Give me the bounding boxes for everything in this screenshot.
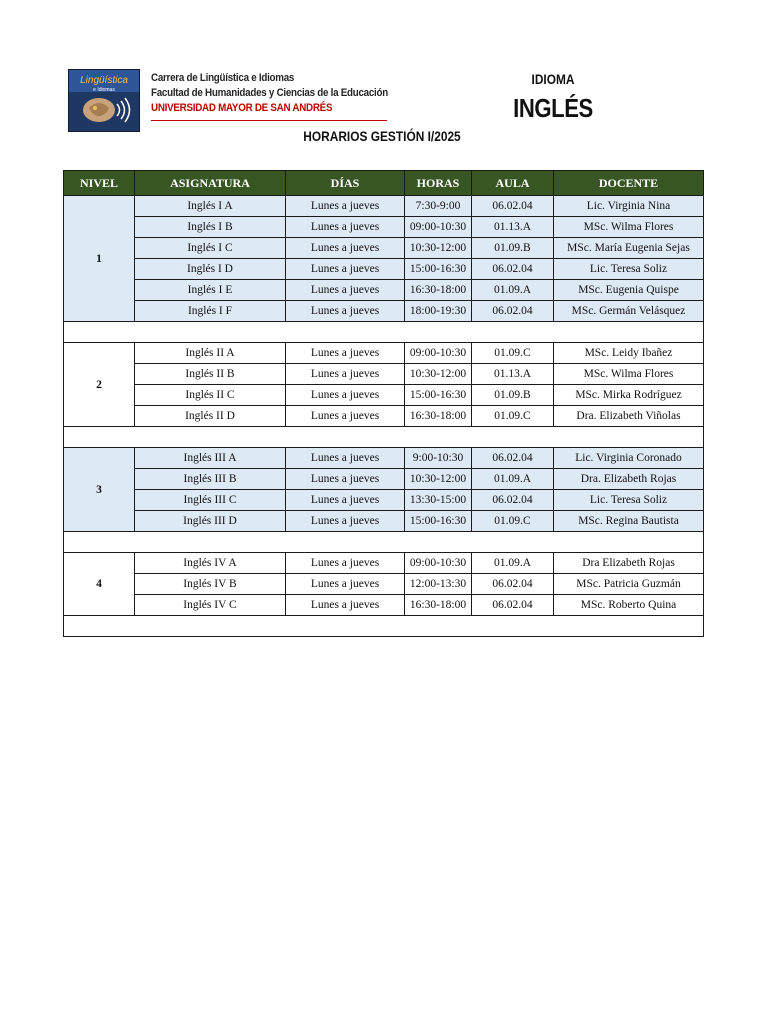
- aula-cell: 06.02.04: [472, 448, 554, 469]
- asignatura-cell: Inglés III D: [135, 511, 286, 532]
- docente-cell: Dra. Elizabeth Rojas: [554, 469, 704, 490]
- nivel-cell: 4: [64, 553, 135, 616]
- nivel-cell: 2: [64, 343, 135, 427]
- table-row: [64, 385, 704, 406]
- dias-cell: Lunes a jueves: [286, 238, 405, 259]
- table-row: [64, 196, 704, 217]
- dias-cell: Lunes a jueves: [286, 364, 405, 385]
- horas-cell: 16:30-18:00: [405, 280, 472, 301]
- horas-cell: 15:00-16:30: [405, 259, 472, 280]
- asignatura-cell: Inglés II A: [135, 343, 286, 364]
- dias-cell: Lunes a jueves: [286, 343, 405, 364]
- dias-cell: Lunes a jueves: [286, 301, 405, 322]
- horas-cell: 09:00-10:30: [405, 553, 472, 574]
- horas-cell: 10:30-12:00: [405, 364, 472, 385]
- docente-cell: MSc. Germán Velásquez: [554, 301, 704, 322]
- asignatura-cell: Inglés I A: [135, 196, 286, 217]
- aula-cell: 06.02.04: [472, 196, 554, 217]
- horas-cell: 13:30-15:00: [405, 490, 472, 511]
- docente-cell: Lic. Virginia Nina: [554, 196, 704, 217]
- table-row: [64, 490, 704, 511]
- docente-cell: MSc. Regina Bautista: [554, 511, 704, 532]
- asignatura-cell: Inglés I F: [135, 301, 286, 322]
- spacer-cell: [64, 427, 704, 448]
- asignatura-cell: Inglés III B: [135, 469, 286, 490]
- table-row: [64, 511, 704, 532]
- column-header-aula: AULA: [472, 171, 554, 196]
- aula-cell: 06.02.04: [472, 301, 554, 322]
- column-header-dias: DÍAS: [286, 171, 405, 196]
- table-row: [64, 553, 704, 574]
- asignatura-cell: Inglés II D: [135, 406, 286, 427]
- svg-text:e Idiomas: e Idiomas: [93, 87, 115, 93]
- aula-cell: 01.09.B: [472, 238, 554, 259]
- dias-cell: Lunes a jueves: [286, 385, 405, 406]
- asignatura-cell: Inglés I E: [135, 280, 286, 301]
- horas-cell: 9:00-10:30: [405, 448, 472, 469]
- spacer-cell: [64, 616, 704, 637]
- docente-cell: MSc. Roberto Quina: [554, 595, 704, 616]
- aula-cell: 01.09.A: [472, 280, 554, 301]
- table-row: [64, 259, 704, 280]
- aula-cell: 01.09.C: [472, 406, 554, 427]
- docente-cell: Lic. Virginia Coronado: [554, 448, 704, 469]
- asignatura-cell: Inglés I B: [135, 217, 286, 238]
- aula-cell: 01.13.A: [472, 364, 554, 385]
- aula-cell: 01.09.A: [472, 553, 554, 574]
- aula-cell: 06.02.04: [472, 490, 554, 511]
- asignatura-cell: Inglés III A: [135, 448, 286, 469]
- spacer-cell: [64, 532, 704, 553]
- spacer-row: [64, 427, 704, 448]
- dias-cell: Lunes a jueves: [286, 196, 405, 217]
- institution-faculty: Facultad de Humanidades y Ciencias de la Educación: [151, 87, 388, 99]
- spacer-cell: [64, 322, 704, 343]
- horas-cell: 09:00-10:30: [405, 343, 472, 364]
- spacer-row: [64, 532, 704, 553]
- institution-career: Carrera de Lingüística e Idiomas: [151, 72, 295, 84]
- docente-cell: Lic. Teresa Soliz: [554, 490, 704, 511]
- table-row: [64, 343, 704, 364]
- dias-cell: Lunes a jueves: [286, 280, 405, 301]
- schedule-table: [63, 170, 704, 637]
- spacer-row: [64, 616, 704, 637]
- docente-cell: MSc. Wilma Flores: [554, 217, 704, 238]
- table-row: [64, 448, 704, 469]
- asignatura-cell: Inglés III C: [135, 490, 286, 511]
- aula-cell: 01.09.C: [472, 343, 554, 364]
- table-row: [64, 238, 704, 259]
- nivel-cell: 3: [64, 448, 135, 532]
- institution-university: UNIVERSIDAD MAYOR DE SAN ANDRÉS: [151, 102, 333, 114]
- table-row: [64, 364, 704, 385]
- table-row: [64, 217, 704, 238]
- horas-cell: 16:30-18:00: [405, 595, 472, 616]
- dias-cell: Lunes a jueves: [286, 469, 405, 490]
- language-label: IDIOMA: [531, 71, 575, 87]
- table-row: [64, 595, 704, 616]
- horas-cell: 12:00-13:30: [405, 574, 472, 595]
- asignatura-cell: Inglés IV A: [135, 553, 286, 574]
- asignatura-cell: Inglés I C: [135, 238, 286, 259]
- horas-cell: 16:30-18:00: [405, 406, 472, 427]
- dias-cell: Lunes a jueves: [286, 595, 405, 616]
- schedule-title: HORARIOS GESTIÓN I/2025: [303, 128, 461, 144]
- horas-cell: 09:00-10:30: [405, 217, 472, 238]
- spacer-row: [64, 322, 704, 343]
- aula-cell: 06.02.04: [472, 259, 554, 280]
- asignatura-cell: Inglés IV B: [135, 574, 286, 595]
- horas-cell: 10:30-12:00: [405, 238, 472, 259]
- docente-cell: Dra Elizabeth Rojas: [554, 553, 704, 574]
- table-row: [64, 280, 704, 301]
- asignatura-cell: Inglés I D: [135, 259, 286, 280]
- dias-cell: Lunes a jueves: [286, 406, 405, 427]
- table-row: [64, 301, 704, 322]
- column-header-horas: HORAS: [405, 171, 472, 196]
- docente-cell: MSc. Leidy Ibañez: [554, 343, 704, 364]
- language-name: INGLÉS: [513, 93, 593, 123]
- column-header-asignatura: ASIGNATURA: [135, 171, 286, 196]
- docente-cell: MSc. Patricia Guzmán: [554, 574, 704, 595]
- aula-cell: 01.09.C: [472, 511, 554, 532]
- asignatura-cell: Inglés II C: [135, 385, 286, 406]
- docente-cell: MSc. Eugenia Quispe: [554, 280, 704, 301]
- horas-cell: 7:30-9:00: [405, 196, 472, 217]
- aula-cell: 06.02.04: [472, 595, 554, 616]
- dias-cell: Lunes a jueves: [286, 574, 405, 595]
- institution-underline: [151, 120, 387, 121]
- dias-cell: Lunes a jueves: [286, 448, 405, 469]
- aula-cell: 01.09.A: [472, 469, 554, 490]
- horas-cell: 15:00-16:30: [405, 511, 472, 532]
- column-header-nivel: NIVEL: [64, 171, 135, 196]
- docente-cell: MSc. María Eugenia Sejas: [554, 238, 704, 259]
- table-row: [64, 406, 704, 427]
- aula-cell: 01.09.B: [472, 385, 554, 406]
- dias-cell: Lunes a jueves: [286, 511, 405, 532]
- nivel-cell: 1: [64, 196, 135, 322]
- docente-cell: Dra. Elizabeth Viñolas: [554, 406, 704, 427]
- institution-block: [151, 71, 427, 116]
- docente-cell: Lic. Teresa Soliz: [554, 259, 704, 280]
- horas-cell: 15:00-16:30: [405, 385, 472, 406]
- aula-cell: 06.02.04: [472, 574, 554, 595]
- column-header-docente: DOCENTE: [554, 171, 704, 196]
- docente-cell: MSc. Wilma Flores: [554, 364, 704, 385]
- schedule-body: [64, 196, 704, 637]
- table-row: [64, 469, 704, 490]
- aula-cell: 01.13.A: [472, 217, 554, 238]
- table-row: [64, 574, 704, 595]
- asignatura-cell: Inglés II B: [135, 364, 286, 385]
- svg-text:Lingüística: Lingüística: [80, 75, 128, 86]
- table-header-row: [64, 171, 704, 196]
- dias-cell: Lunes a jueves: [286, 490, 405, 511]
- docente-cell: MSc. Mirka Rodríguez: [554, 385, 704, 406]
- asignatura-cell: Inglés IV C: [135, 595, 286, 616]
- horas-cell: 10:30-12:00: [405, 469, 472, 490]
- dias-cell: Lunes a jueves: [286, 217, 405, 238]
- dias-cell: Lunes a jueves: [286, 553, 405, 574]
- horas-cell: 18:00-19:30: [405, 301, 472, 322]
- dias-cell: Lunes a jueves: [286, 259, 405, 280]
- faculty-logo: [68, 69, 140, 132]
